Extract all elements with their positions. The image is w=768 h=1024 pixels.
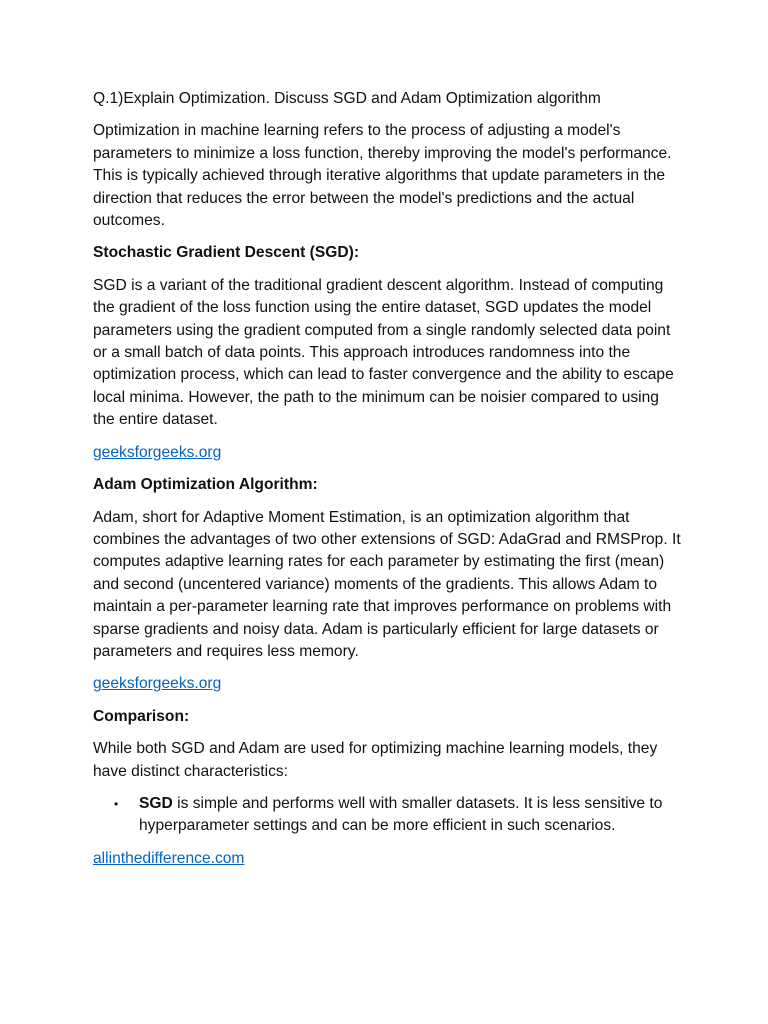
- sgd-heading: Stochastic Gradient Descent (SGD):: [93, 244, 360, 262]
- bullet-text: is simple and performs well with smaller datasets. It is less sensitive to hyperparameter settings and can be more efficient in such scenarios.: [139, 794, 663, 835]
- sgd-source-link[interactable]: geeksforgeeks.org: [93, 443, 222, 461]
- comparison-heading: Comparison:: [93, 707, 190, 725]
- sgd-paragraph: SGD is a variant of the traditional gradient descent algorithm. Instead of computing the gradient of the loss function using the entire dataset, SGD updates the model parameters using the gradient computed from a single randomly selected data point or a small batch of data points. This approach introduces randomness into the optimization process, which can lead to faster convergence and the ability to escape local minima. However, the path to the minimum can be noisier compared to using the entire dataset.: [93, 276, 674, 429]
- intro-paragraph: Optimization in machine learning refers to the process of adjusting a model's parameters to minimize a loss function, thereby improving the model's performance. This is typically achieved through iterative algorithms that update parameters in the direction that reduces the error between the model's predictions and the actual outcomes.: [93, 122, 672, 230]
- bullet-icon: •: [114, 796, 119, 811]
- comparison-source-link[interactable]: allinthedifference.com: [93, 849, 245, 867]
- bullet-term: SGD: [139, 794, 173, 812]
- adam-heading: Adam Optimization Algorithm:: [93, 476, 318, 494]
- document-page: [93, 88, 683, 880]
- comparison-bullet-list: [93, 793, 683, 838]
- comparison-paragraph: While both SGD and Adam are used for optimizing machine learning models, they have distinct characteristics:: [93, 740, 658, 780]
- adam-source-link[interactable]: geeksforgeeks.org: [93, 675, 222, 693]
- question-title: Q.1)Explain Optimization. Discuss SGD and Adam Optimization algorithm: [93, 90, 601, 107]
- list-item: [93, 793, 683, 838]
- adam-paragraph: Adam, short for Adaptive Moment Estimation, is an optimization algorithm that combines the advantages of two other extensions of SGD: AdaGrad and RMSProp. It computes adaptive learning rates for each parameter by estimating the first (mean) and second (uncentered variance) moments of the gradients. This allows Adam to maintain a per-parameter learning rate that improves performance on problems with sparse gradients and noisy data. Adam is particularly efficient for large datasets or parameters and requires less memory.: [93, 508, 681, 660]
